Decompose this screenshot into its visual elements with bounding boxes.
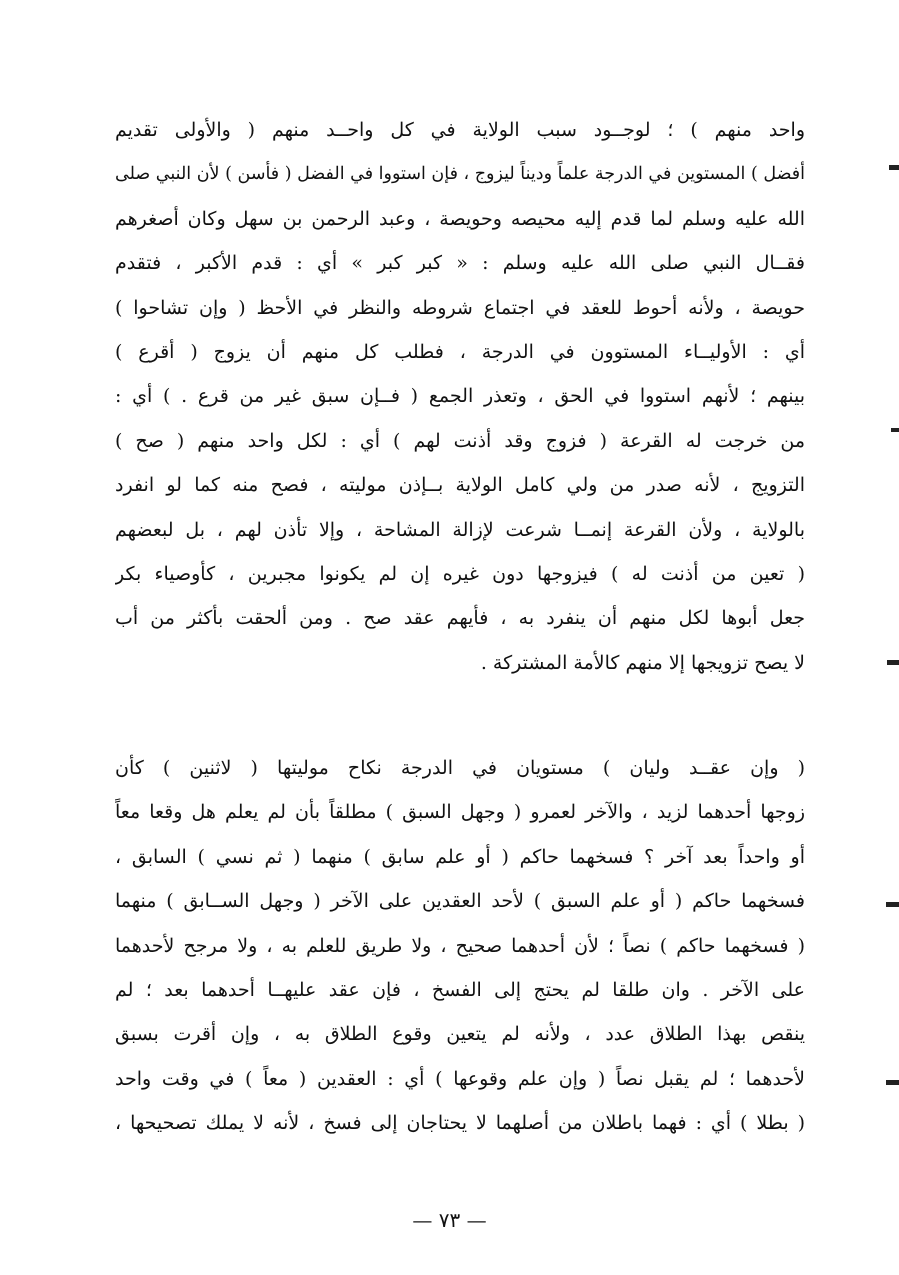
text-line: ( وإن عقــد وليان ) مستويان في الدرجة نكاح موليتها ( لاثنين ) كأن	[115, 757, 805, 779]
text-line: بينهم ؛ لأنهم استووا في الحق ، وتعذر الجمع ( فــإن سبق غير من قرع . ) أي :	[115, 385, 805, 408]
scan-edge-mark	[887, 660, 899, 665]
text-line: فقــال النبي صلى الله عليه وسلم : « كبر كبر » أي : قدم الأكبر ، فتقدم	[115, 252, 805, 275]
text-line: حويصة ، ولأنه أحوط للعقد في اجتماع شروطه والنظر في الأحظ ( وإن تشاحوا )	[115, 296, 805, 319]
text-line: التزويج ، لأنه صدر من ولي كامل الولاية بــإذن موليته ، فصح منه كما لو انفرد	[115, 474, 805, 497]
text-line: ينقص بهذا الطلاق عدد ، ولأنه لم يتعين وقوع الطلاق به ، وإن أقرت بسبق	[115, 1023, 805, 1046]
paragraph-2	[115, 746, 805, 1146]
text-line: أفضل ) المستوين في الدرجة علماً وديناً ليزوج ، فإن استووا في الفضل ( فأسن ) لأن النبي صلى	[115, 164, 805, 185]
text-line: ( فسخهما حاكم ) نصاً ؛ لأن أحدهما صحيح ، ولا طريق للعلم به ، ولا مرجح لأحدهما	[115, 934, 805, 957]
text-line: لأحدهما ؛ لم يقبل نصاً ( وإن علم وقوعها ) أي : العقدين ( معاً ) في وقت واحد	[115, 1067, 805, 1090]
text-line: جعل أبوها لكل منهم أن ينفرد به ، فأيهم عقد صح . ومن ألحقت بأكثر من أب	[115, 607, 805, 630]
text-line: ( بطلا ) أي : فهما باطلان من أصلهما لا يحتاجان إلى فسخ ، لأنه لا يملك تصحيحها ،	[115, 1112, 805, 1135]
scan-edge-mark	[891, 428, 899, 432]
text-line: بالولاية ، ولأن القرعة إنمــا شرعت لإزالة المشاحة ، وإلا تأذن لهم ، بل لبعضهم	[115, 518, 805, 541]
text-line: لا يصح تزويجها إلا منهم كالأمة المشتركة .	[480, 651, 805, 674]
scan-edge-mark	[886, 1080, 899, 1085]
scan-edge-mark	[889, 165, 899, 170]
text-line: أي : الأوليــاء المستوون في الدرجة ، فطلب كل منهم أن يزوج ( أقرع )	[115, 340, 805, 363]
page-number: — ٧٣ —	[412, 1208, 487, 1232]
text-line: أو واحداً بعد آخر ؟ فسخهما حاكم ( أو علم سابق ) منهما ( ثم نسي ) السابق ،	[115, 845, 805, 868]
text-line: ( تعين من أذنت له ) فيزوجها دون غيره إن لم يكونوا مجبرين ، كأوصياء بكر	[115, 562, 805, 585]
text-line: من خرجت له القرعة ( فزوج وقد أذنت لهم ) أي : لكل واحد منهم ( صح )	[115, 429, 805, 452]
text-line: على الآخر . وان طلقا لم يحتج إلى الفسخ ، فإن عقد عليهــا أحدهما بعد ؛ لم	[115, 978, 805, 1001]
text-line: فسخهما حاكم ( أو علم السبق ) لأحد العقدين على الآخر ( وجهل الســابق ) منهما	[115, 890, 805, 913]
paragraph-1	[115, 108, 805, 685]
text-line: الله عليه وسلم لما قدم إليه محيصه وحويصة ، وعبد الرحمن بن سهل وكان أصغرهم	[115, 207, 805, 230]
text-line: واحد منهم ) ؛ لوجــود سبب الولاية في كل واحــد منهم ( والأولى تقديم	[115, 119, 805, 141]
scan-edge-mark	[886, 902, 899, 907]
text-line: زوجها أحدهما لزيد ، والآخر لعمرو ( وجهل السبق ) مطلقاً بأن لم يعلم هل وقعا معاً	[115, 801, 805, 824]
